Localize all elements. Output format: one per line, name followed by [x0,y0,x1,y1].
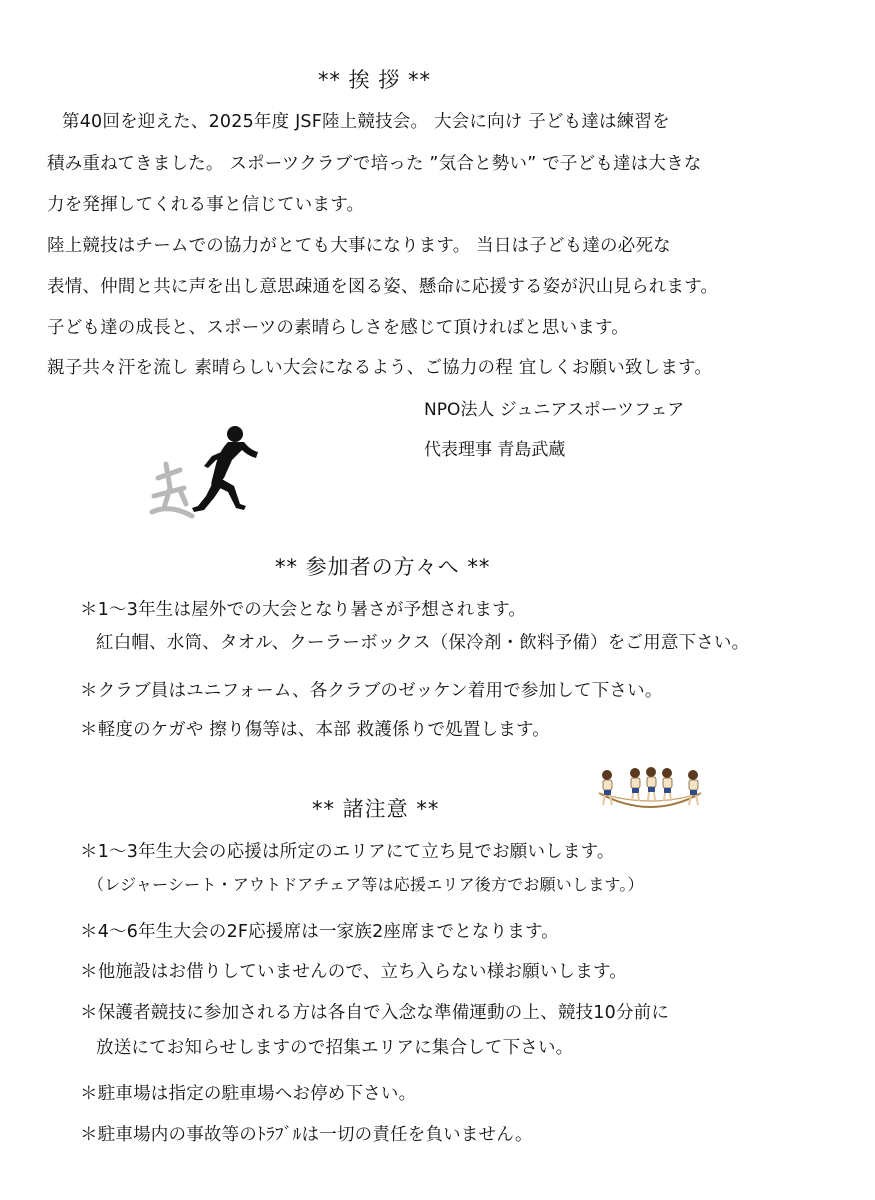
greeting-line: 子ども達の成長と、スポーツの素晴らしさを感じて頂ければと思います。 [47,318,629,338]
runner-silhouette-icon [140,420,270,530]
participants-heading: ** 参加者の方々へ ** [275,555,491,579]
children-jump-rope-icon [593,765,707,815]
greeting-line: 第40回を迎えた、2025年度 JSF陸上競技会。 大会に向け 子ども達は練習を [62,112,670,132]
greeting-line: 表情、仲間と共に声を出し意思疎通を図る姿、懸命に応援する姿が沢山見られます。 [47,277,719,297]
greeting-line: 力を発揮してくれる事と信じています。 [47,195,365,215]
notices-line: （レジャーシート・アウトドアチェア等は応援エリア後方でお願いします。） [88,875,644,894]
organization-name: NPO法人 ジュニアスポーツフェア [424,400,685,420]
participants-line: ＊クラブ員はユニフォーム、各クラブのゼッケン着用で参加して下さい。 [80,681,663,701]
participants-line: ＊1～3年生は屋外での大会となり暑さが予想されます。 [80,600,527,620]
greeting-line: 親子共々汗を流し 素晴らしい大会になるよう、ご協力の程 宜しくお願い致します。 [47,358,713,378]
greeting-line: 陸上競技はチームでの協力がとても大事になります。 当日は子ども達の必死な [47,236,671,256]
notices-line: ＊1～3年生大会の応援は所定のエリアにて立ち見でお願いします。 [80,842,615,862]
notices-line: ＊駐車場内の事故等のﾄﾗﾌﾞﾙは一切の責任を負いません。 [80,1125,533,1145]
notices-line: ＊駐車場は指定の駐車場へお停め下さい。 [80,1084,417,1104]
participants-line: 紅白帽、水筒、タオル、クーラーボックス（保冷剤・飲料予備）をご用意下さい。 [96,633,750,653]
greeting-line: 積み重ねてきました。 スポーツクラブで培った ”気合と勢い” で子ども達は大きな [47,154,702,174]
notices-line: 放送にてお知らせしますので招集エリアに集合して下さい。 [96,1038,574,1058]
notices-line: ＊4～6年生大会の2F応援席は一家族2座席までとなります。 [80,922,560,942]
participants-line: ＊軽度のケガや 擦り傷等は、本部 救護係りで処置します。 [80,720,550,740]
notices-heading: ** 諸注意 ** [312,797,440,821]
notices-line: ＊他施設はお借りしていませんので、立ち入らない様お願いします。 [80,962,627,982]
representative-name: 代表理事 青島武蔵 [424,440,566,460]
notices-line: ＊保護者競技に参加される方は各自で入念な準備運動の上、競技10分前に [80,1003,670,1023]
greeting-heading: ** 挨 拶 ** [318,68,432,92]
